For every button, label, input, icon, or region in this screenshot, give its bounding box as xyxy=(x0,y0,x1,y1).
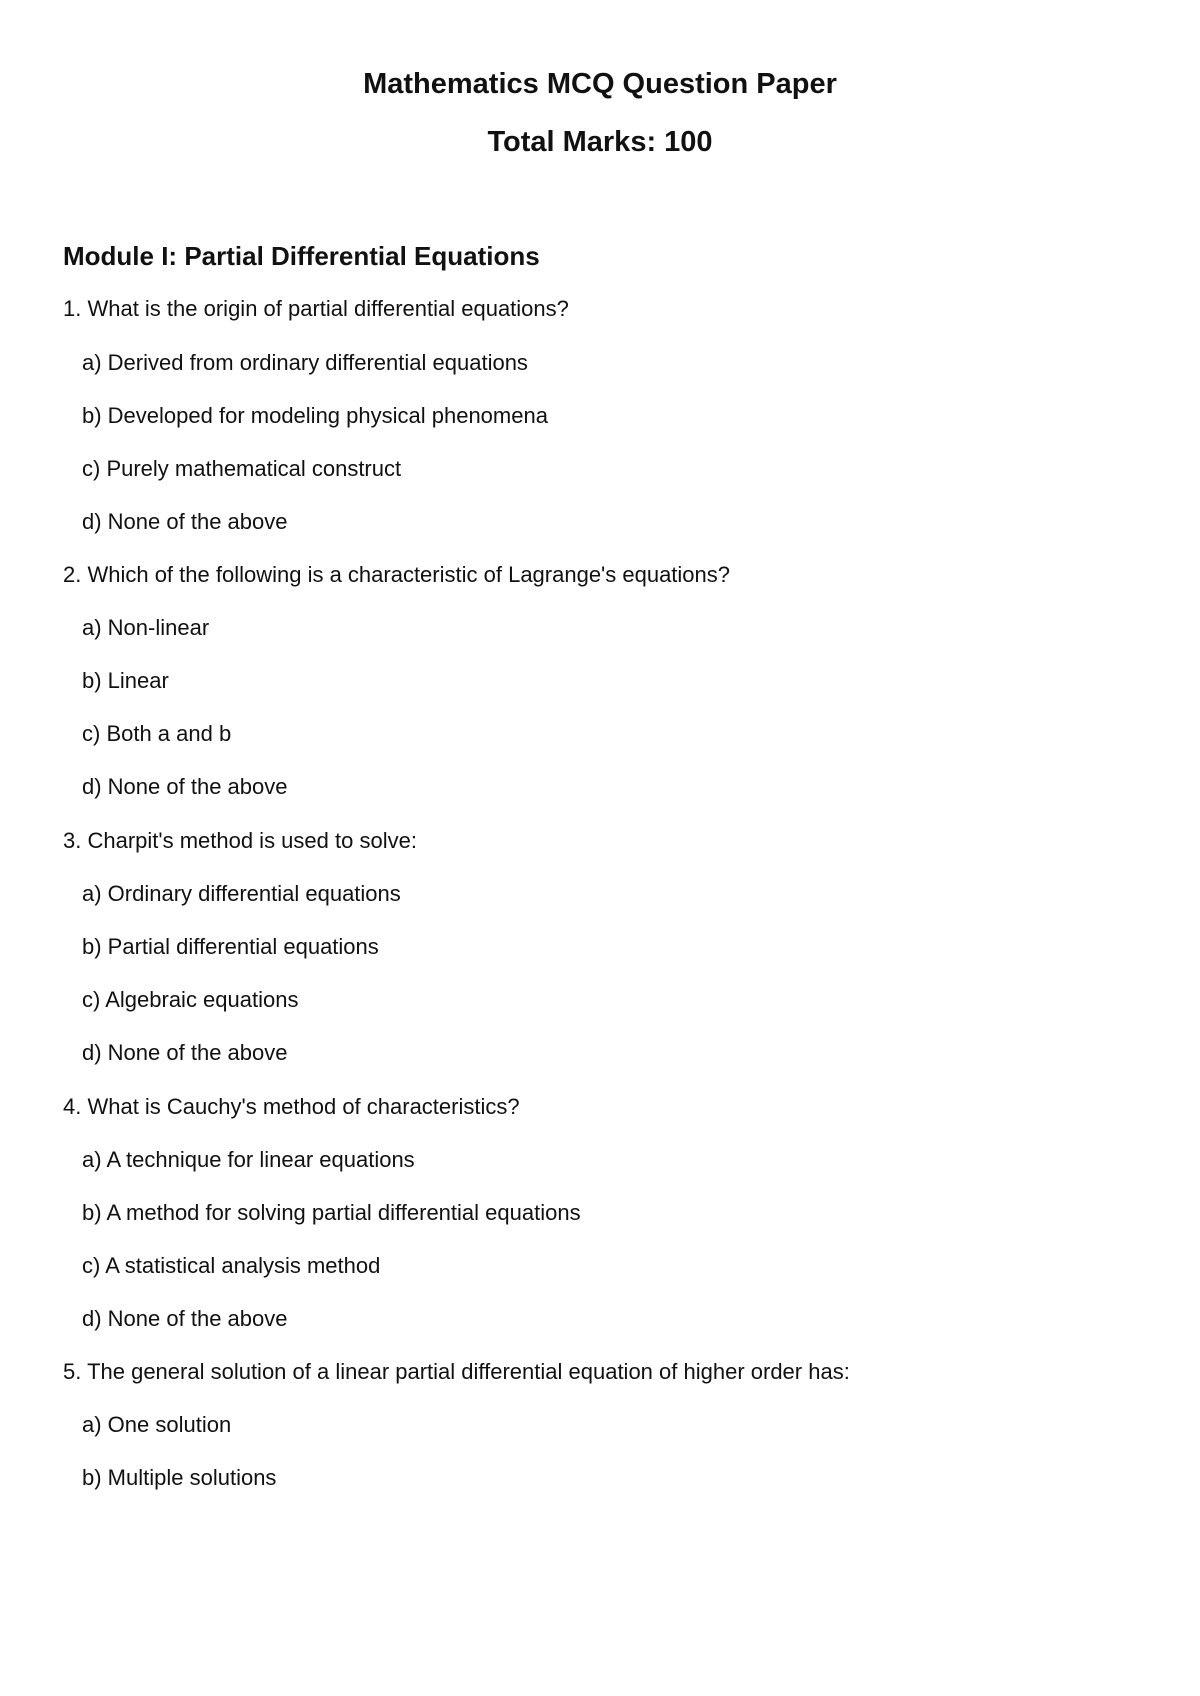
question-5: 5. The general solution of a linear partial differential equation of higher order has: xyxy=(63,1359,850,1384)
question-4-option-c: c) A statistical analysis method xyxy=(82,1253,381,1278)
question-5-option-b: b) Multiple solutions xyxy=(82,1465,277,1490)
question-1-option-c: c) Purely mathematical construct xyxy=(82,456,402,481)
question-4-option-b: b) A method for solving partial differential equations xyxy=(82,1200,581,1225)
question-1-option-d: d) None of the above xyxy=(82,509,288,534)
question-5-option-a: a) One solution xyxy=(82,1412,232,1437)
question-3-option-c: c) Algebraic equations xyxy=(82,987,299,1012)
question-2: 2. Which of the following is a characteristic of Lagrange's equations? xyxy=(63,562,731,587)
question-2-option-a: a) Non-linear xyxy=(82,615,210,640)
question-3-option-b: b) Partial differential equations xyxy=(82,934,379,959)
question-2-option-d: d) None of the above xyxy=(82,774,288,799)
question-4: 4. What is Cauchy's method of characteristics? xyxy=(63,1094,520,1119)
paper-title: Mathematics MCQ Question Paper xyxy=(363,68,837,100)
question-4-option-a: a) A technique for linear equations xyxy=(82,1147,415,1172)
question-2-option-b: b) Linear xyxy=(82,668,169,693)
question-3-option-a: a) Ordinary differential equations xyxy=(82,881,401,906)
total-marks: Total Marks: 100 xyxy=(487,126,713,158)
question-1-option-a: a) Derived from ordinary differential equations xyxy=(82,350,528,375)
question-1: 1. What is the origin of partial differential equations? xyxy=(63,296,569,321)
question-4-option-d: d) None of the above xyxy=(82,1306,288,1331)
question-3-option-d: d) None of the above xyxy=(82,1040,288,1065)
question-2-option-c: c) Both a and b xyxy=(82,721,232,746)
module-heading: Module I: Partial Differential Equations xyxy=(63,241,540,271)
question-1-option-b: b) Developed for modeling physical phenomena xyxy=(82,403,548,428)
question-3: 3. Charpit's method is used to solve: xyxy=(63,828,417,853)
